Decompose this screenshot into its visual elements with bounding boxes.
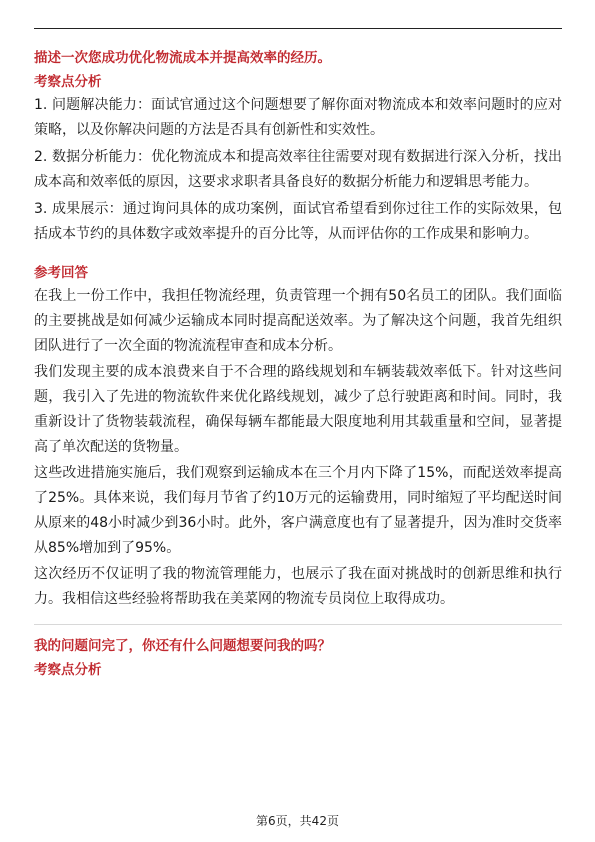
answer-paragraph: 我们发现主要的成本浪费来自于不合理的路线规划和车辆装载效率低下。针对这些问题，我引入了先进的物流软件来优化路线规划，减少了总行驶距离和时间。同时，我重新设计了货物装载流程，确保每辆车都能最大限度地利用其载重量和空间，显著提高了单次配送的货物量。 [34,364,562,455]
question-title: 描述一次您成功优化物流成本并提高效率的经历。 [34,50,331,66]
answer-paragraph: 这次经历不仅证明了我的物流管理能力，也展示了我在面对挑战时的创新思维和执行力。我相信这些经验将帮助我在美菜网的物流专员岗位上取得成功。 [34,566,562,607]
next-question-title: 我的问题问完了，你还有什么问题想要问我的吗？ [34,638,331,654]
answer-body [34,284,562,612]
answer-paragraph: 这些改进措施实施后，我们观察到运输成本在三个月内下降了15%，而配送效率提高了25%。具体来说，我们每月节省了约10万元的运输费用，同时缩短了平均配送时间从原来的48小时减少到36小时。此外，客户满意度也有了显著提升，因为准时交货率从85%增加到了95%。 [34,465,562,556]
analysis-point: 3. 成果展示：通过询问具体的成功案例，面试官希望看到你过往工作的实际效果，包括成本节约的具体数字或效率提升的百分比等，从而评估你的工作成果和影响力。 [34,201,562,242]
header-rule [34,28,562,29]
section-divider [34,624,562,625]
next-analysis-heading: 考察点分析 [34,662,102,678]
page-number: 第6页，共42页 [256,814,339,828]
analysis-list [34,93,562,247]
answer-paragraph: 在我上一份工作中，我担任物流经理，负责管理一个拥有50名员工的团队。我们面临的主要挑战是如何减少运输成本同时提高配送效率。为了解决这个问题，我首先组织团队进行了一次全面的物流流程审查和成本分析。 [34,288,562,354]
page-content [34,47,562,681]
analysis-point: 1. 问题解决能力：面试官通过这个问题想要了解你面对物流成本和效率问题时的应对策略，以及你解决问题的方法是否具有创新性和实效性。 [34,97,562,138]
analysis-point: 2. 数据分析能力：优化物流成本和提高效率往往需要对现有数据进行深入分析，找出成本高和效率低的原因，这要求求职者具备良好的数据分析能力和逻辑思考能力。 [34,149,562,190]
document-page [34,0,562,842]
answer-heading: 参考回答 [34,265,88,281]
analysis-heading: 考察点分析 [34,74,102,90]
